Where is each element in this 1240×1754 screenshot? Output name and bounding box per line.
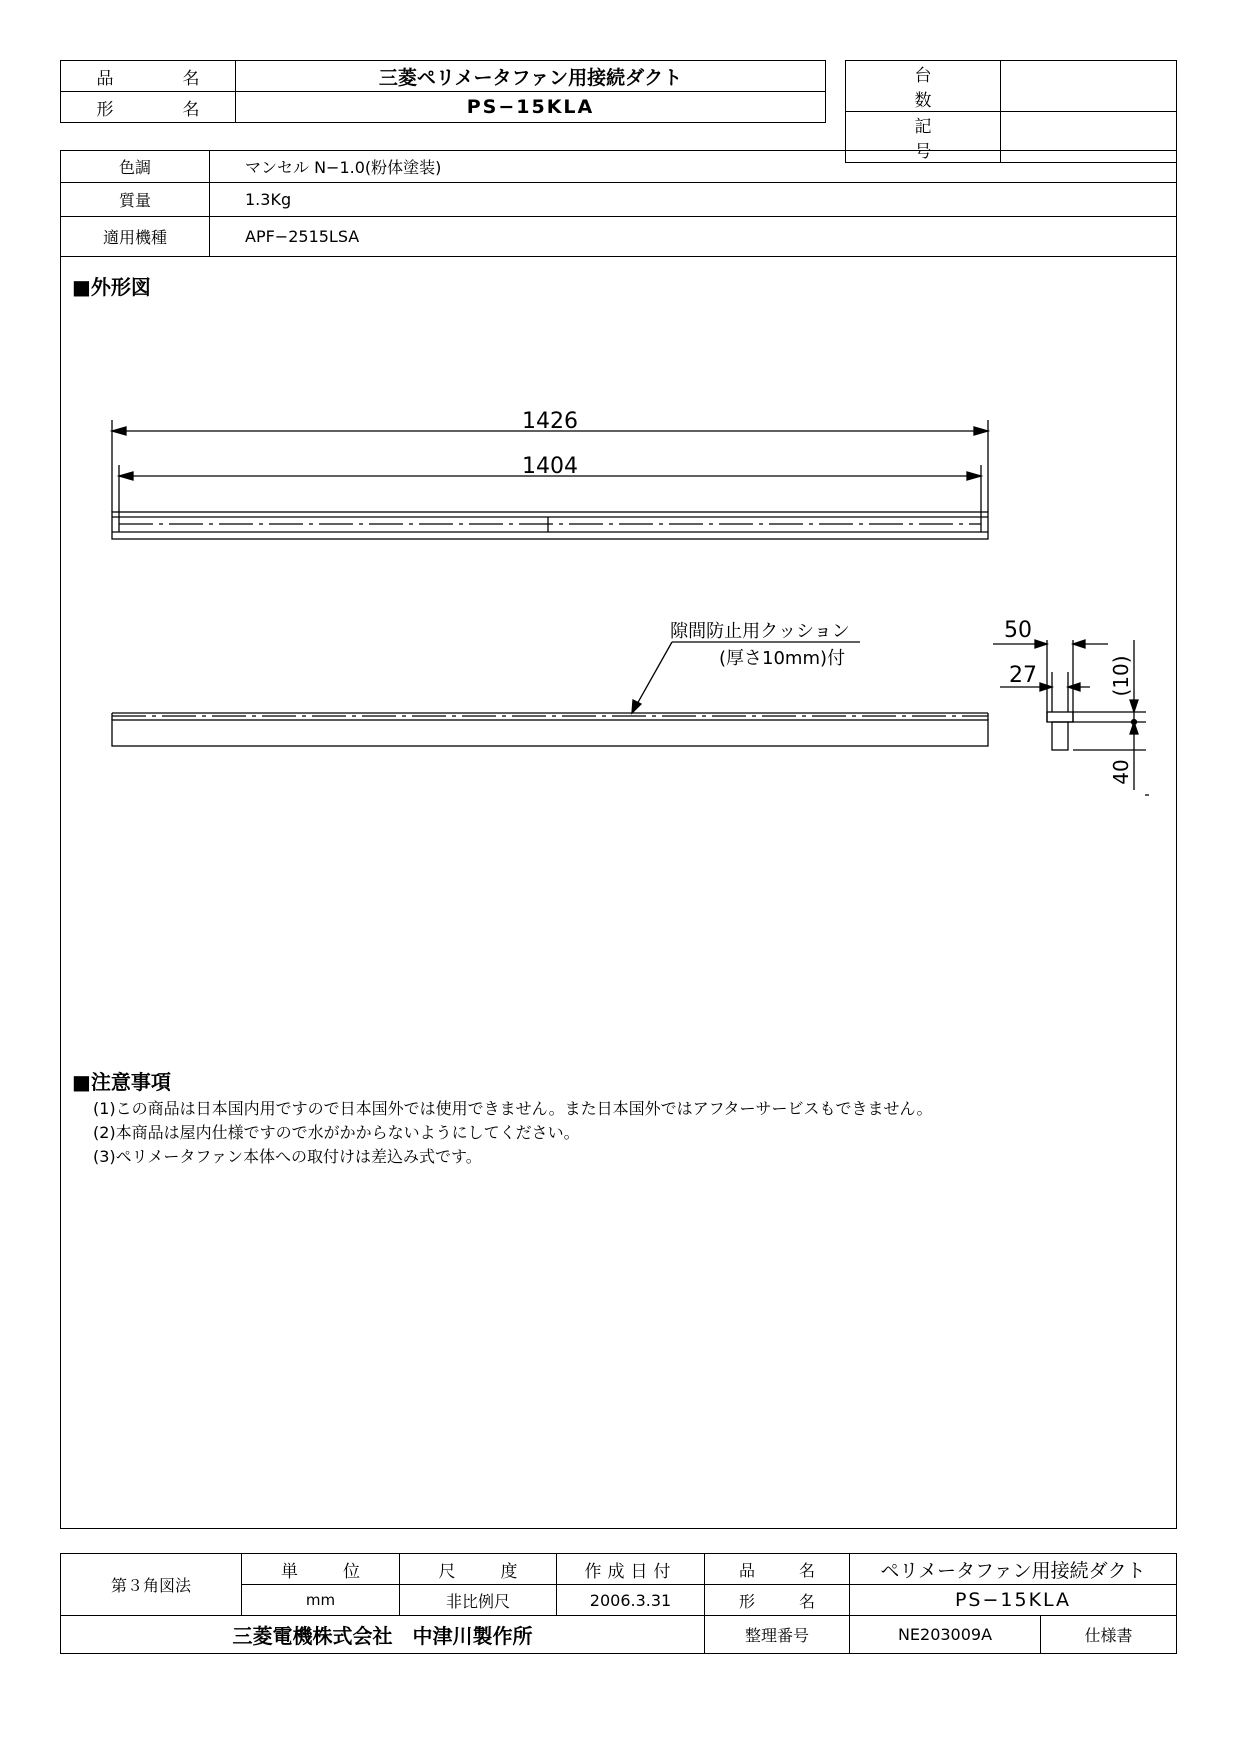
dim-height: 40 bbox=[1109, 759, 1133, 785]
mark-label: 記 号 bbox=[846, 112, 1001, 163]
note-item: (3)ペリメータファン本体への取付けは差込み式です。 bbox=[93, 1147, 482, 1166]
company-name: 三菱電機株式会社 中津川製作所 bbox=[61, 1616, 705, 1654]
model-number: PS−15KLA bbox=[236, 92, 826, 123]
product-name-label: 品 名 bbox=[61, 61, 236, 92]
model-label: 形 名 bbox=[705, 1585, 850, 1616]
cushion-thickness-label: (厚さ10mm)付 bbox=[718, 648, 846, 669]
spec-value: マンセル N−1.0(粉体塗装) bbox=[210, 151, 1177, 183]
unit-label: 単 位 bbox=[242, 1554, 400, 1585]
footer-product-name: ペリメータファン用接続ダクト bbox=[850, 1554, 1177, 1585]
spec-label: 質量 bbox=[61, 183, 210, 217]
dim-inner-length: 1404 bbox=[522, 454, 578, 479]
cushion-label: 隙間防止用クッション bbox=[670, 621, 850, 642]
product-name: 三菱ペリメータファン用接続ダクト bbox=[236, 61, 826, 92]
name-label: 品 名 bbox=[705, 1554, 850, 1585]
scale-value: 非比例尺 bbox=[400, 1585, 557, 1616]
date-value: 2006.3.31 bbox=[557, 1585, 705, 1616]
model-label: 形 名 bbox=[61, 92, 236, 123]
scale-label: 尺 度 bbox=[400, 1554, 557, 1585]
projection-method: 第３角図法 bbox=[61, 1554, 242, 1616]
spec-label: 色調 bbox=[61, 151, 210, 183]
ref-number: NE203009A bbox=[850, 1616, 1041, 1654]
footer-model: PS−15KLA bbox=[850, 1585, 1177, 1616]
dim-width: 50 bbox=[1004, 618, 1032, 643]
spec-value: APF−2515LSA bbox=[210, 217, 1177, 257]
dim-cushion-thickness: (10) bbox=[1109, 655, 1133, 697]
title-block bbox=[60, 1553, 1177, 1654]
note-item: (1)この商品は日本国内用ですので日本国外では使用できません。また日本国外ではアフターサービスもできません。 bbox=[93, 1099, 933, 1118]
note-item: (2)本商品は屋内仕様ですので水がかからないようにしてください。 bbox=[93, 1123, 580, 1142]
dim-overall-length: 1426 bbox=[522, 409, 578, 434]
spec-value: 1.3Kg bbox=[210, 183, 1177, 217]
drawing-title: ■外形図 bbox=[72, 275, 151, 299]
ref-label: 整理番号 bbox=[705, 1616, 850, 1654]
date-label: 作成日付 bbox=[557, 1554, 705, 1585]
doc-type: 仕様書 bbox=[1041, 1616, 1177, 1654]
notes-title: ■注意事項 bbox=[72, 1070, 171, 1094]
spec-label: 適用機種 bbox=[61, 217, 210, 257]
dim-inner-width: 27 bbox=[1009, 663, 1037, 688]
quantity-label: 台 数 bbox=[846, 61, 1001, 112]
unit-value: mm bbox=[242, 1585, 400, 1616]
